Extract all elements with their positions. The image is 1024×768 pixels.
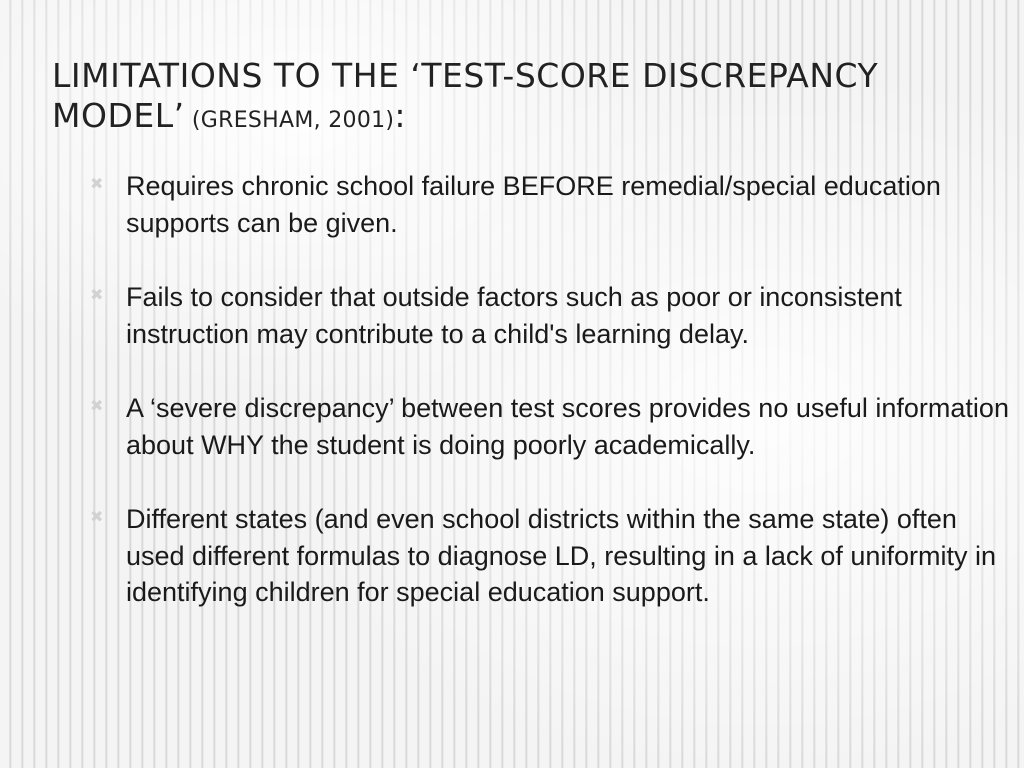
title-main: LIMITATIONS TO THE ‘TEST-SCORE DISCREPANCY MODEL’ bbox=[52, 56, 879, 135]
bullet-list bbox=[86, 168, 1016, 649]
title-citation: (GRESHAM, 2001) bbox=[184, 108, 395, 133]
x-mark-icon: ✖ bbox=[90, 398, 104, 415]
title-colon: : bbox=[394, 96, 406, 135]
bullet-text: Fails to consider that outside factors such as poor or inconsistent instruction may contribute to a child's learning delay. bbox=[126, 282, 902, 349]
bullet-item bbox=[86, 501, 1016, 611]
slide-title bbox=[52, 56, 992, 141]
x-mark-icon: ✖ bbox=[90, 287, 104, 304]
bullet-text: A ‘severe discrepancy’ between test scores provides no useful information about WHY the student is doing poorly academically. bbox=[126, 393, 1009, 460]
x-mark-icon: ✖ bbox=[90, 176, 104, 193]
bullet-text: Requires chronic school failure BEFORE remedial/special education supports can be given. bbox=[126, 171, 941, 238]
bullet-item bbox=[86, 279, 1016, 352]
bullet-item bbox=[86, 390, 1016, 463]
bullet-text: Different states (and even school districts within the same state) often used different formulas to diagnose LD, resulting in a lack of uniformity in identifying children for special education support. bbox=[126, 504, 996, 607]
x-mark-icon: ✖ bbox=[90, 509, 104, 526]
bullet-item bbox=[86, 168, 1016, 241]
